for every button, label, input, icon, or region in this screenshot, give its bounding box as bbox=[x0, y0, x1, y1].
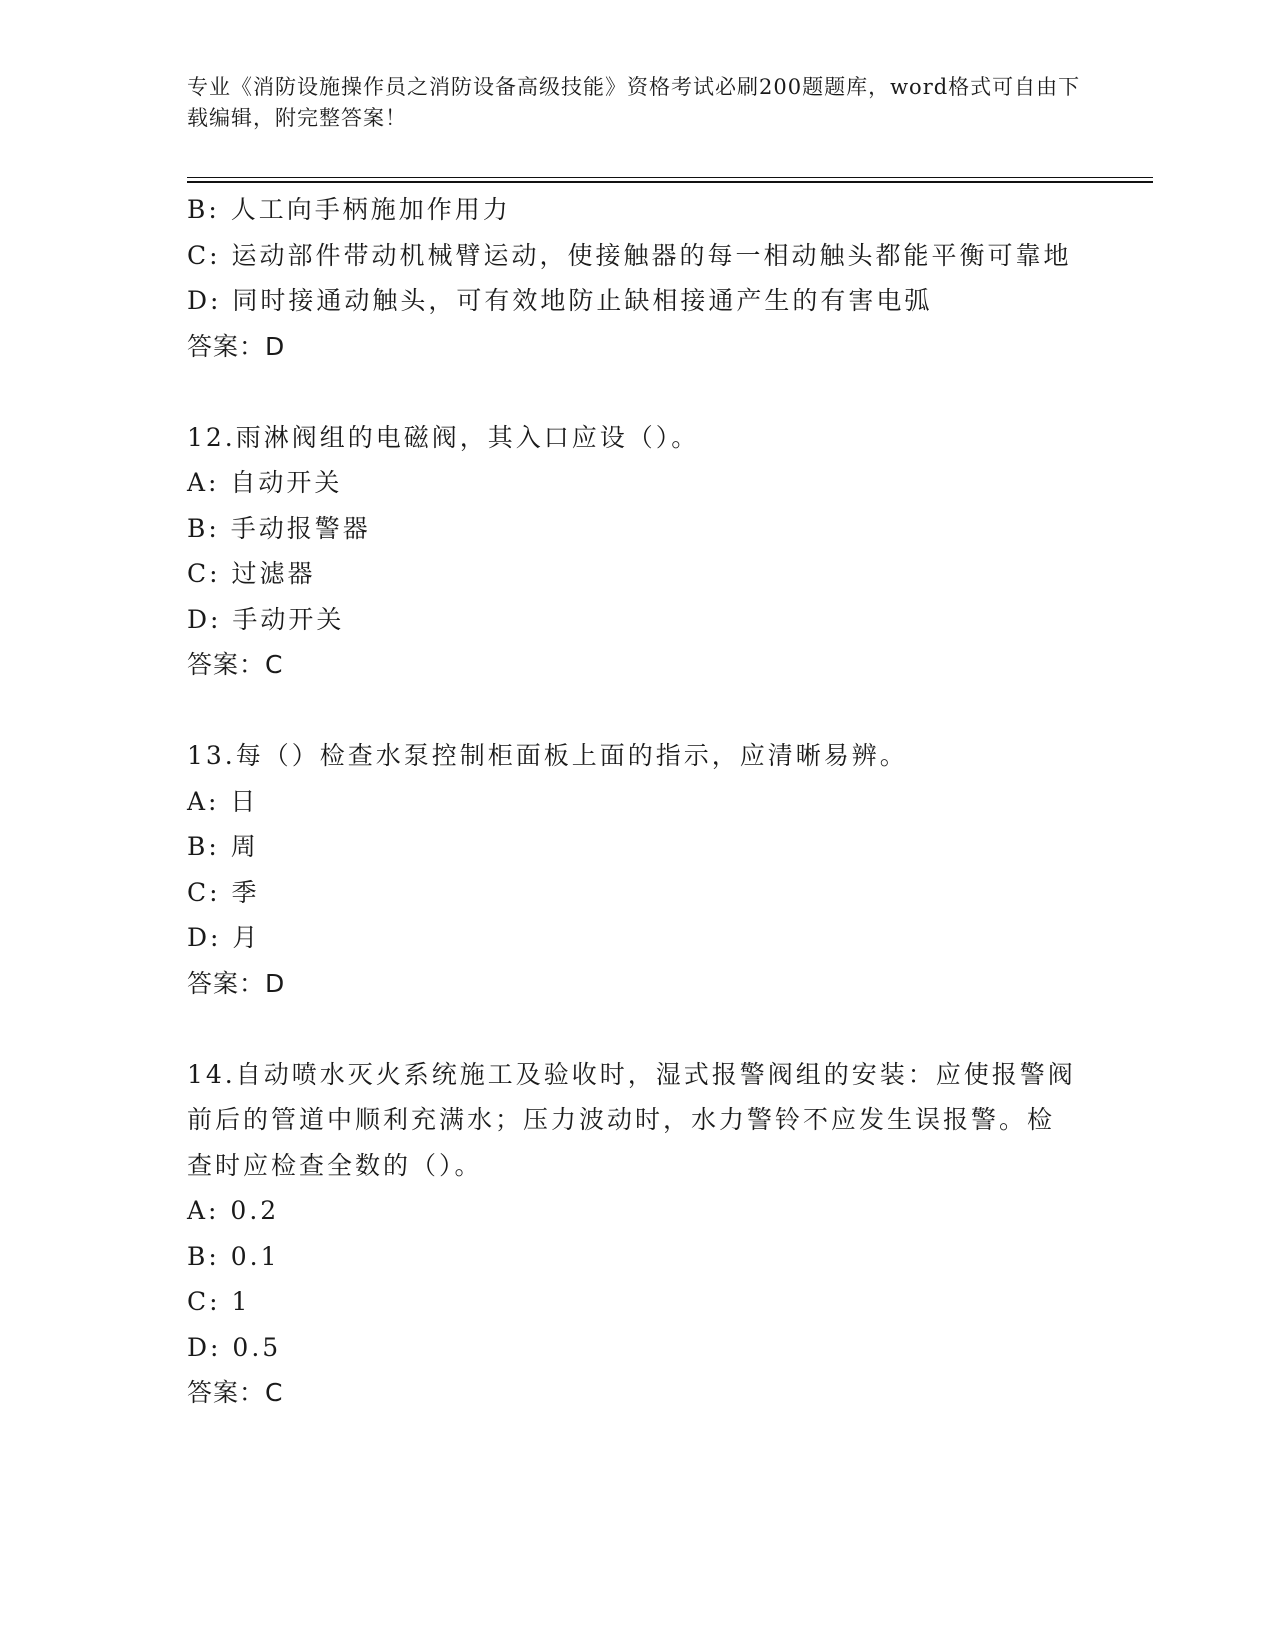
question-stem: 14.自动喷水灭火系统施工及验收时，湿式报警阀组的安装：应使报警阀前后的管道中顺利充满水；压力波动时，水力警铃不应发生误报警。检查时应检查全数的（）。 bbox=[187, 1059, 1076, 1180]
option-d: D: 同时接通动触头，可有效地防止缺相接通产生的有害电弧 bbox=[187, 286, 933, 315]
question-12 bbox=[187, 415, 1087, 688]
question-content bbox=[187, 187, 1087, 1416]
option-d: D: 手动开关 bbox=[187, 604, 345, 634]
option-a: A: 自动开关 bbox=[187, 468, 343, 497]
answer-line: 答案：C bbox=[187, 1378, 284, 1407]
question-13 bbox=[187, 733, 1087, 1006]
option-b: B: 周 bbox=[187, 832, 259, 861]
option-a: A: 0.2 bbox=[187, 1196, 280, 1225]
question-partial bbox=[187, 187, 1087, 369]
option-b: B: 0.1 bbox=[187, 1241, 280, 1271]
header-rule-thick bbox=[187, 181, 1153, 183]
answer-line: 答案：C bbox=[187, 650, 284, 679]
question-stem: 13.每（）检查水泵控制柜面板上面的指示，应清晰易辨。 bbox=[187, 741, 908, 770]
option-b: B: 手动报警器 bbox=[187, 513, 371, 543]
document-header: 专业《消防设施操作员之消防设备高级技能》资格考试必刷200题题库，word格式可自由下载编辑，附完整答案！ bbox=[187, 75, 1081, 130]
header-rule-thin bbox=[187, 177, 1153, 178]
question-14 bbox=[187, 1052, 1087, 1416]
question-stem: 12.雨淋阀组的电磁阀，其入口应设（）。 bbox=[187, 422, 700, 452]
answer-line: 答案：D bbox=[187, 968, 286, 998]
option-a: A: 日 bbox=[187, 786, 259, 816]
option-c: C: 运动部件带动机械臂运动，使接触器的每一相动触头都能平衡可靠地 bbox=[187, 240, 1072, 270]
option-d: D: 0.5 bbox=[187, 1332, 282, 1362]
option-c: C: 过滤器 bbox=[187, 559, 316, 588]
answer-line: 答案：D bbox=[187, 331, 286, 361]
option-b: B: 人工向手柄施加作用力 bbox=[187, 195, 511, 224]
option-c: C: 季 bbox=[187, 877, 260, 907]
option-d: D: 月 bbox=[187, 923, 261, 952]
option-c: C: 1 bbox=[187, 1287, 251, 1316]
